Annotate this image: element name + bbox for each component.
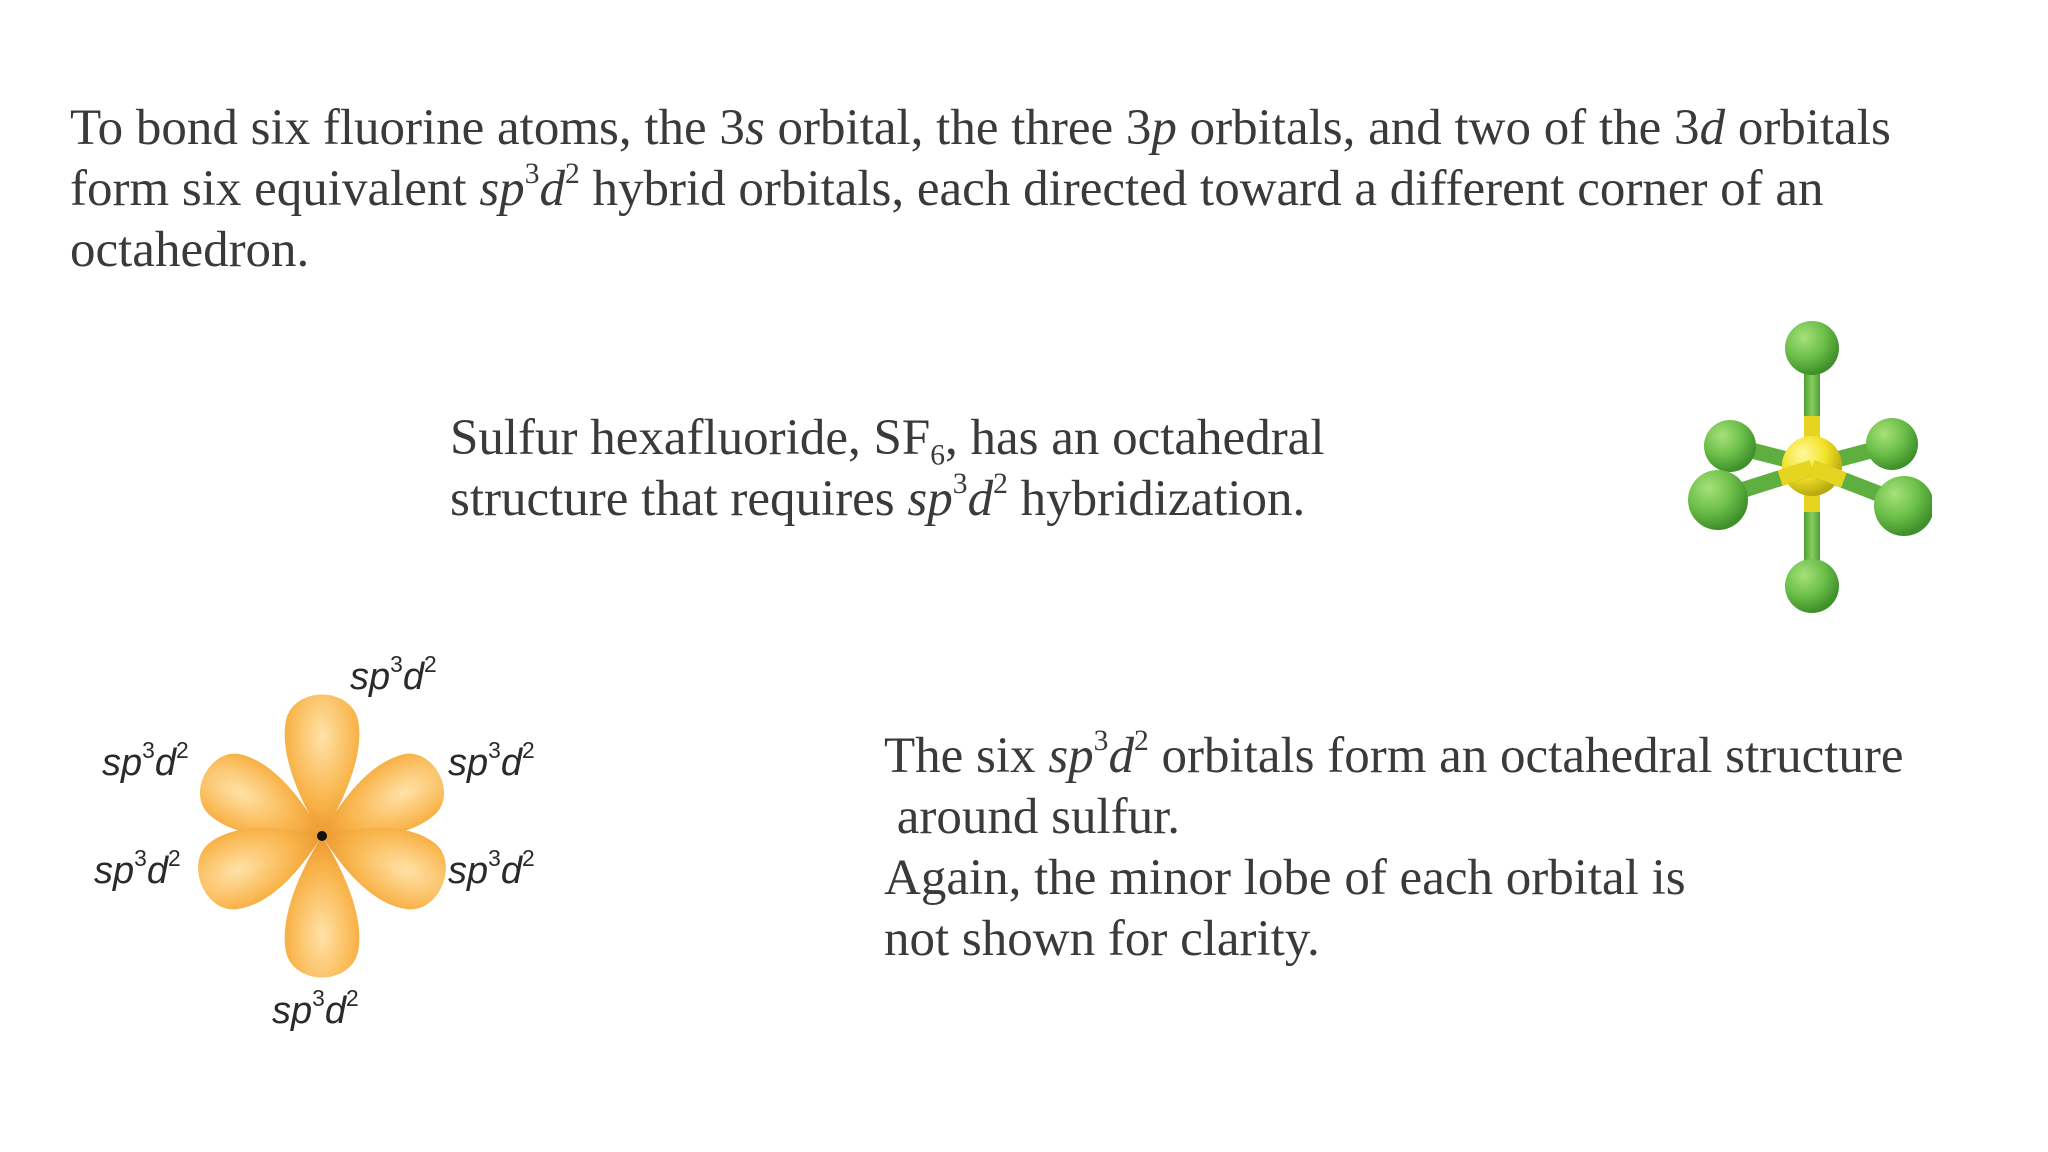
fluorine-atom-front-right	[1874, 476, 1932, 536]
intro-paragraph	[70, 98, 1891, 281]
sf6-caption-line-2: structure that requires $sp^3d^2$ hybridization.	[450, 467, 1306, 527]
fluorine-atom-back-left	[1704, 420, 1756, 472]
orbital-caption-line-2: around sulfur.	[884, 789, 1181, 845]
orbital-label-upper-right: $sp^3d^2$	[448, 736, 535, 784]
sulfur-atom	[1782, 436, 1842, 496]
fluorine-atom-front-left	[1688, 470, 1748, 530]
orbital-caption-line-4: not shown for clarity.	[884, 911, 1320, 967]
orbital-diagram	[80, 650, 600, 1050]
intro-line-1: To bond six fluorine atoms, the 3s orbital, the three 3p orbitals, and two of the 3d orbitals	[70, 100, 1891, 156]
orbital-label-lower-right: $sp^3d^2$	[448, 844, 535, 892]
fluorine-atom-bottom	[1785, 559, 1839, 613]
orbital-caption-line-3: Again, the minor lobe of each orbital is	[884, 850, 1686, 906]
orbital-label-bottom: $sp^3d^2$	[272, 984, 359, 1032]
orbital-label-lower-left: $sp^3d^2$	[94, 844, 181, 892]
orbital-label-top: $sp^3d^2$	[350, 650, 437, 698]
intro-line-2: form six equivalent $sp^3d^2$ hybrid orbitals, each directed toward a different corner of an	[70, 157, 1824, 217]
fluorine-atom-top	[1785, 321, 1839, 375]
fluorine-atom-back-right	[1866, 418, 1918, 470]
sf6-caption	[450, 408, 1325, 530]
orbital-label-upper-left: $sp^3d^2$	[102, 736, 189, 784]
orbital-caption-line-1: The six $sp^3d^2$ orbitals form an octahedral structure	[884, 724, 1904, 784]
sf6-caption-line-1: Sulfur hexafluoride, $SF_6$, has an octahedral	[450, 410, 1325, 472]
nucleus-dot	[317, 831, 327, 841]
sf6-ball-and-stick-icon	[1672, 316, 1932, 616]
intro-line-3: octahedron.	[70, 222, 310, 278]
orbital-caption	[884, 726, 1904, 970]
